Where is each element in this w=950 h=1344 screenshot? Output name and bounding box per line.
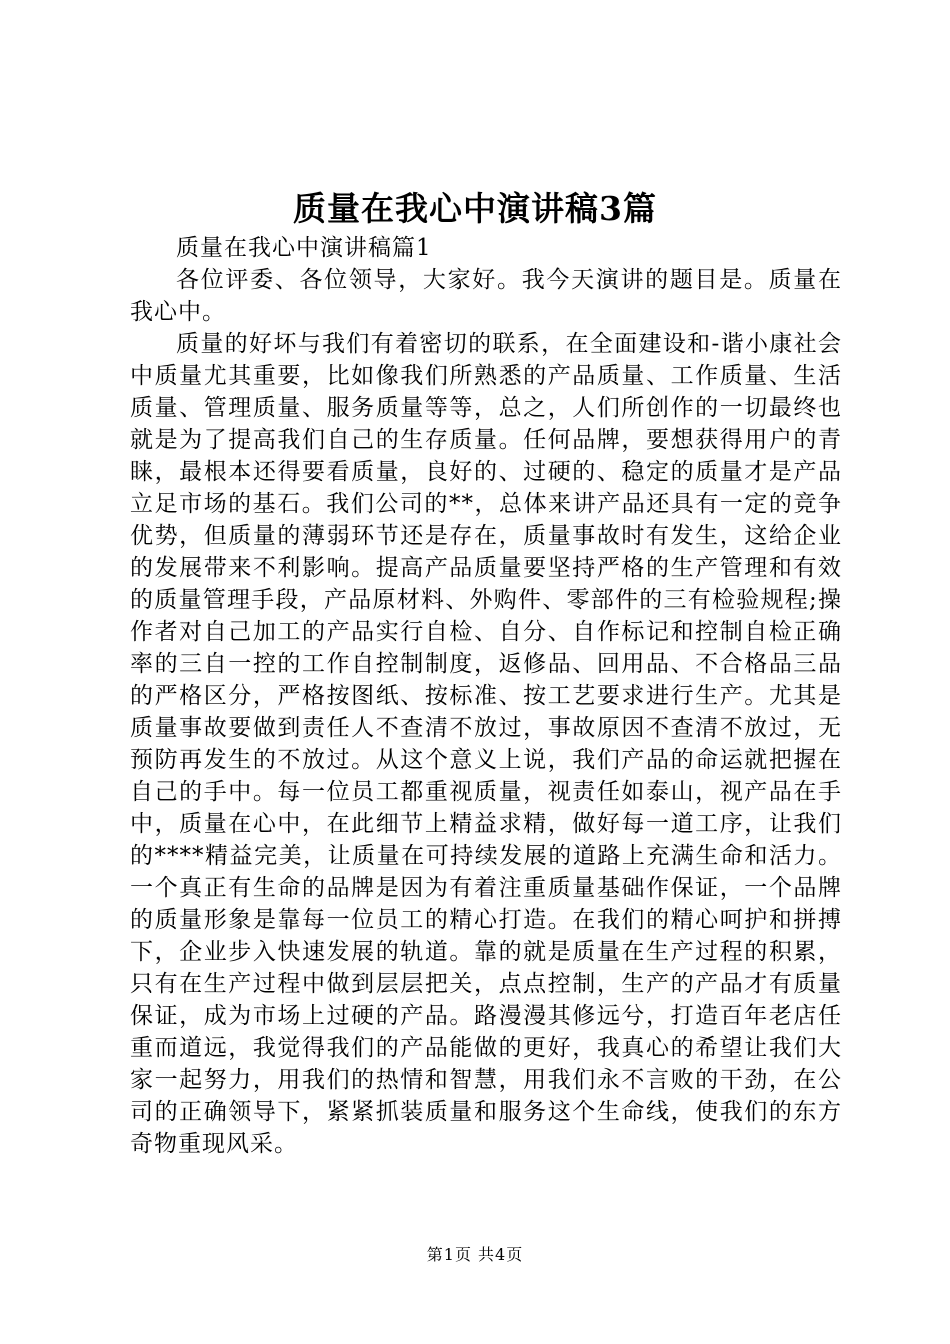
section-subtitle: 质量在我心中演讲稿篇1 (176, 235, 432, 261)
paragraph-greeting: 各位评委、各位领导，大家好。我今天演讲的题目是。质量在我心中。 (130, 267, 842, 325)
page-number-footer: 第1页 共4页 (426, 1245, 524, 1264)
document-title: 质量在我心中演讲稿3篇 (293, 189, 657, 228)
paragraph-main: 质量的好坏与我们有着密切的联系，在全面建设和-谐小康社会中质量尤其重要，比如像我们所熟悉的产品质量、工作质量、生活质量、管理质量、服务质量等等，总之，人们所创作的一切最终也就是为了提高我们自己的生存质量。任何品牌，要想获得用户的青睐，最根本还得要看质量，良好的、过硬的、稳定的质量才是产品立足市场的基石。我们公司的**，总体来讲产品还具有一定的竞争优势，但质量的薄弱环节还是存在，质量事故时有发生，这给企业的发展带来不利影响。提高产品质量要坚持严格的生产管理和有效的质量管理手段，产品原材料、外购件、零部件的三有检验规程;操作者对自己加工的产品实行自检、自分、自作标记和控制自检正确率的三自一控的工作自控制制度，返修品、回用品、不合格品三品的严格区分，严格按图纸、按标准、按工艺要求进行生产。尤其是质量事故要做到责任人不查清不放过，事故原因不查清不放过，无预防再发生的不放过。从这个意义上说，我们产品的命运就把握在自己的手中。每一位员工都重视质量，视责任如泰山，视产品在手中，质量在心中，在此细节上精益求精，做好每一道工序，让我们的****精益完美，让质量在可持续发展的道路上充满生命和活力。一个真正有生命的品牌是因为有着注重质量基础作保证，一个品牌的质量形象是靠每一位员工的精心打造。在我们的精心呵护和拼搏下，企业步入快速发展的轨道。靠的就是质量在生产过程的积累，只有在生产过程中做到层层把关，点点控制，生产的产品才有质量保证，成为市场上过硬的产品。路漫漫其修远兮，打造百年老店任重而道远，我觉得我们的产品能做的更好，我真心的希望让我们大家一起努力，用我们的热情和智慧，用我们永不言败的干劲，在公司的正确领导下，紧紧抓装质量和服务这个生命线，使我们的东方奇物重现风采。 (130, 331, 842, 1157)
document-body (130, 232, 842, 1160)
